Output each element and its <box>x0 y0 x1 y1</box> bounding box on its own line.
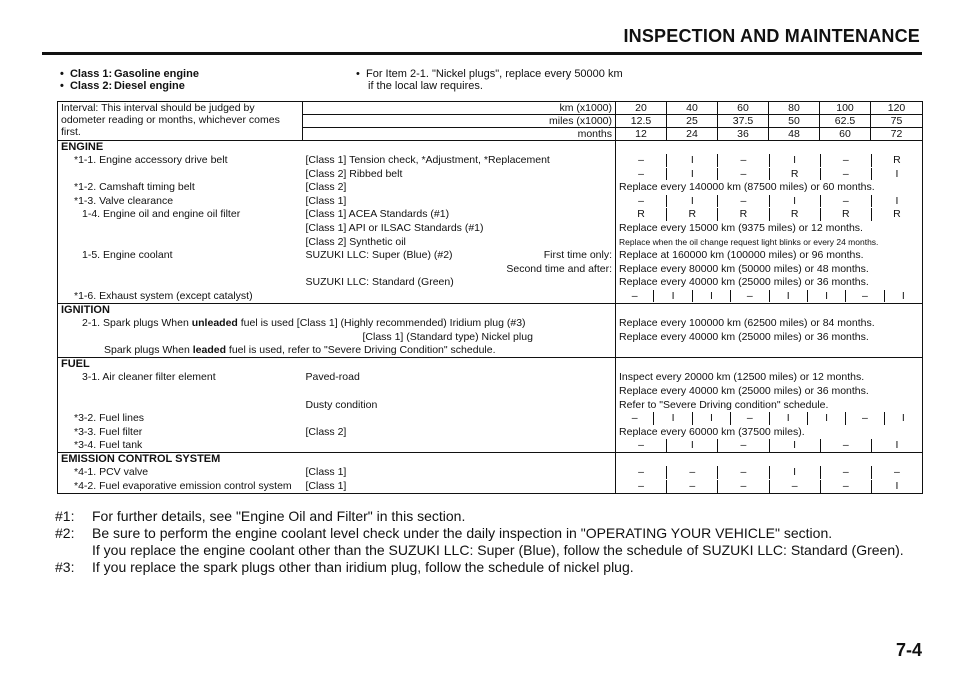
table-row <box>58 181 923 195</box>
text-run: Spark plugs When <box>104 344 193 357</box>
interval-value: 12.5 <box>616 115 667 128</box>
class-label: Class 1: <box>69 68 113 80</box>
item-name: 1-5. Engine coolant <box>58 249 303 263</box>
mark: – <box>638 439 645 452</box>
schedule-text: Replace every 40000 km (25000 miles) or 36 months. <box>616 384 923 398</box>
class-value: Diesel engine <box>113 80 185 92</box>
mark: – <box>717 168 768 181</box>
item-name: *1-3. Valve clearance <box>58 194 303 208</box>
section-engine <box>58 141 923 154</box>
mark: – <box>717 154 768 167</box>
schedule-cell <box>616 479 923 493</box>
schedule-cell <box>616 167 923 181</box>
mark: R <box>871 208 922 221</box>
schedule-text: Replace every 80000 km (50000 miles) or 48 months. <box>616 262 923 276</box>
mark: I <box>871 168 922 181</box>
item-name: *1-1. Engine accessory drive belt <box>58 154 303 168</box>
footnote-key: #2: <box>55 525 75 541</box>
class-legend <box>60 68 199 92</box>
table-row <box>58 235 923 249</box>
unit-label: miles (x1000) <box>303 115 616 128</box>
mark: – <box>631 412 638 425</box>
mark: – <box>717 466 768 479</box>
item-name: 3-1. Air cleaner filter element <box>58 371 303 385</box>
table-row <box>58 412 923 426</box>
mark: – <box>820 480 871 493</box>
section-title: ENGINE <box>58 141 616 154</box>
schedule-cell <box>616 439 923 453</box>
interval-value: 72 <box>871 128 923 141</box>
mark: R <box>637 208 645 221</box>
table-row <box>58 344 923 358</box>
footnote-1 <box>55 508 935 525</box>
mark: I <box>871 439 922 452</box>
schedule-cell <box>616 304 923 317</box>
schedule-cell <box>616 358 923 371</box>
item-name: 1-4. Engine oil and engine oil filter <box>58 208 303 222</box>
schedule-cell <box>616 412 923 426</box>
mark: I <box>666 168 717 181</box>
mark: – <box>717 195 768 208</box>
mark: – <box>666 466 717 479</box>
item-name: *4-1. PCV valve <box>58 466 303 480</box>
interval-value: 60 <box>820 128 871 141</box>
table-row <box>58 384 923 398</box>
section-emission-control <box>58 453 923 466</box>
header-rule <box>42 52 922 55</box>
mark: I <box>769 412 807 425</box>
unit-label: km (x1000) <box>303 102 616 115</box>
mark: – <box>717 439 768 452</box>
mark: I <box>692 412 730 425</box>
mark: – <box>638 154 645 167</box>
interval-value: 24 <box>667 128 718 141</box>
schedule-text: Replace at 160000 km (100000 miles) or 96 months. <box>616 249 923 263</box>
note-line: if the local law requires. <box>368 80 483 92</box>
mark: – <box>820 168 871 181</box>
item-name: *4-2. Fuel evaporative emission control system <box>58 479 303 493</box>
page-header-title: INSPECTION AND MAINTENANCE <box>623 26 920 46</box>
table-row <box>58 466 923 480</box>
item-condition: [Class 1] <box>305 466 347 479</box>
class-1-line <box>60 68 199 80</box>
mark: – <box>820 195 871 208</box>
mark: – <box>638 167 645 180</box>
interval-value: 12 <box>616 128 667 141</box>
schedule-text: Replace every 40000 km (25000 miles) or 36 months. <box>616 276 923 290</box>
item-condition: [Class 1] <box>305 194 347 207</box>
mark: I <box>871 480 922 493</box>
footnote-2 <box>55 525 935 559</box>
item-name: *1-6. Exhaust system (except catalyst) <box>58 289 616 303</box>
table-row <box>58 221 923 235</box>
mark: – <box>631 289 638 302</box>
nickel-plug-note <box>356 68 623 92</box>
table-row <box>58 194 923 208</box>
bullet: • <box>356 68 360 80</box>
mark: I <box>884 290 922 303</box>
section-title: IGNITION <box>58 304 616 317</box>
table-row <box>58 262 923 276</box>
item-name: *3-4. Fuel tank <box>58 439 616 453</box>
mark: I <box>807 290 845 303</box>
table-row <box>58 425 923 439</box>
interval-value: 80 <box>769 102 820 115</box>
schedule-text: Replace when the oil change request light blinks or every 24 months. <box>616 235 923 249</box>
schedule-text: Replace every 100000 km (62500 miles) or 84 months. <box>616 317 923 331</box>
text-run: 2-1. Spark plugs When <box>82 317 192 330</box>
mark: R <box>871 154 922 167</box>
interval-value: 62.5 <box>820 115 871 128</box>
text-run: fuel is used, refer to "Severe Driving Condition" schedule. <box>225 344 496 357</box>
item-condition: [Class 1] (Standard type) Nickel plug <box>362 330 533 343</box>
interval-value: 50 <box>769 115 820 128</box>
mark: I <box>884 412 922 425</box>
footnote-3 <box>55 559 935 576</box>
interval-value: 48 <box>769 128 820 141</box>
footnotes <box>55 508 935 576</box>
mark: I <box>653 290 691 303</box>
schedule-cell <box>616 208 923 222</box>
mark: – <box>871 466 922 479</box>
section-fuel <box>58 358 923 371</box>
item-name <box>58 317 616 331</box>
interval-value: 120 <box>871 102 923 115</box>
schedule-text: Replace every 140000 km (87500 miles) or 60 months. <box>616 181 923 195</box>
interval-value: 36 <box>718 128 769 141</box>
footnote-line: For further details, see "Engine Oil and Filter" in this section. <box>92 508 466 524</box>
item-condition: [Class 1] Tension check, *Adjustment, *Replacement <box>305 154 550 167</box>
mark: I <box>692 290 730 303</box>
schedule-cell <box>616 289 923 303</box>
mark: I <box>769 290 807 303</box>
mark: – <box>666 480 717 493</box>
item-condition: SUZUKI LLC: Super (Blue) (#2) <box>305 249 453 262</box>
footnote-key: #1: <box>55 508 75 524</box>
mark: – <box>730 290 768 303</box>
mark: R <box>769 168 820 181</box>
schedule-text: Replace every 40000 km (25000 miles) or 36 months. <box>616 330 923 344</box>
schedule-text: Refer to "Severe Driving condition" schedule. <box>616 398 923 412</box>
item-condition: [Class 1] ACEA Standards (#1) <box>305 208 450 221</box>
interval-value: 25 <box>667 115 718 128</box>
mark: – <box>638 480 645 493</box>
mark: R <box>666 208 717 221</box>
table-row <box>58 289 923 303</box>
schedule-cell <box>616 466 923 480</box>
table-row <box>58 154 923 168</box>
item-name: *1-2. Camshaft timing belt <box>58 181 303 195</box>
item-condition: [Class 2] <box>305 425 347 438</box>
unit-label: months <box>303 128 616 141</box>
mark: – <box>638 466 645 479</box>
bullet: • <box>60 80 64 92</box>
footnote-line: If you replace the spark plugs other than iridium plug, follow the schedule of nickel plug. <box>92 559 634 575</box>
schedule-cell <box>616 141 923 154</box>
mark: – <box>820 466 871 479</box>
interval-note: Interval: This interval should be judged by odometer reading or months, whichever comes first. <box>58 102 303 141</box>
text-run-bold: leaded <box>192 344 226 357</box>
schedule-cell <box>616 344 923 358</box>
mark: I <box>769 439 820 452</box>
item-condition: Second time and after: <box>506 262 613 275</box>
item-name: *3-2. Fuel lines <box>58 412 616 426</box>
mark: I <box>807 412 845 425</box>
interval-value: 40 <box>667 102 718 115</box>
footnote-key: #3: <box>55 559 75 575</box>
table-row <box>58 398 923 412</box>
class-value: Gasoline engine <box>113 68 199 80</box>
item-condition: Dusty condition <box>305 398 378 411</box>
item-condition: [Class 1] API or ILSAC Standards (#1) <box>305 222 484 235</box>
mark: R <box>820 208 871 221</box>
class-2-line <box>60 80 199 92</box>
mark: I <box>666 195 717 208</box>
table-row <box>58 439 923 453</box>
item-condition: [Class 1] <box>303 479 616 493</box>
section-title: EMISSION CONTROL SYSTEM <box>58 453 616 466</box>
mark: – <box>730 412 768 425</box>
schedule-cell <box>616 194 923 208</box>
schedule-text: Inspect every 20000 km (12500 miles) or 12 months. <box>616 371 923 385</box>
table-row <box>58 167 923 181</box>
bullet: • <box>60 68 64 80</box>
mark: I <box>653 412 691 425</box>
interval-value: 37.5 <box>718 115 769 128</box>
mark: I <box>769 195 820 208</box>
section-ignition <box>58 304 923 317</box>
mark: I <box>666 154 717 167</box>
table-row <box>58 208 923 222</box>
mark: – <box>769 480 820 493</box>
item-name: *3-3. Fuel filter <box>58 425 303 439</box>
mark: I <box>666 439 717 452</box>
page-number: 7-4 <box>895 640 922 660</box>
item-condition: [Class 2] Ribbed belt <box>305 167 403 180</box>
table-row <box>58 371 923 385</box>
footnote-line: Be sure to perform the engine coolant level check under the daily inspection in "OPERATING YOUR VEHICLE" section. <box>92 525 833 541</box>
mark: R <box>717 208 768 221</box>
note-line: For Item 2-1. "Nickel plugs", replace every 50000 km <box>365 68 623 80</box>
interval-value: 20 <box>616 102 667 115</box>
schedule-text: Replace every 60000 km (37500 miles). <box>616 425 923 439</box>
mark: I <box>871 195 922 208</box>
header-row-km <box>58 102 923 115</box>
item-name <box>58 344 616 358</box>
item-condition: Paved-road <box>305 371 360 384</box>
mark: – <box>845 290 883 303</box>
table-row <box>58 317 923 331</box>
interval-value: 60 <box>718 102 769 115</box>
footnote-line: If you replace the engine coolant other than the SUZUKI LLC: Super (Blue), follow the schedule of SUZUKI LLC: Standard (Green). <box>92 542 904 558</box>
mark: R <box>769 208 820 221</box>
item-condition: First time only: <box>543 249 613 262</box>
mark: – <box>820 439 871 452</box>
mark: I <box>769 154 820 167</box>
table-row <box>58 330 923 344</box>
interval-value: 100 <box>820 102 871 115</box>
schedule-text: Replace every 15000 km (9375 miles) or 12 months. <box>616 221 923 235</box>
table-row <box>58 276 923 290</box>
mark: – <box>845 412 883 425</box>
maintenance-schedule-table <box>57 101 923 494</box>
table-row <box>58 479 923 493</box>
mark: – <box>717 480 768 493</box>
class-label: Class 2: <box>69 80 113 92</box>
mark: I <box>769 466 820 479</box>
mark: – <box>820 154 871 167</box>
schedule-cell <box>616 154 923 168</box>
text-run-bold: unleaded <box>191 317 238 330</box>
schedule-cell <box>616 453 923 466</box>
section-title: FUEL <box>58 358 616 371</box>
item-condition: [Class 2] <box>305 181 347 194</box>
mark: – <box>638 194 645 207</box>
item-condition: [Class 2] Synthetic oil <box>305 235 406 248</box>
item-condition: SUZUKI LLC: Standard (Green) <box>305 276 454 289</box>
table-row <box>58 249 923 263</box>
interval-value: 75 <box>871 115 923 128</box>
text-run: fuel is used [Class 1] (Highly recommended) Iridium plug (#3) <box>237 317 526 330</box>
